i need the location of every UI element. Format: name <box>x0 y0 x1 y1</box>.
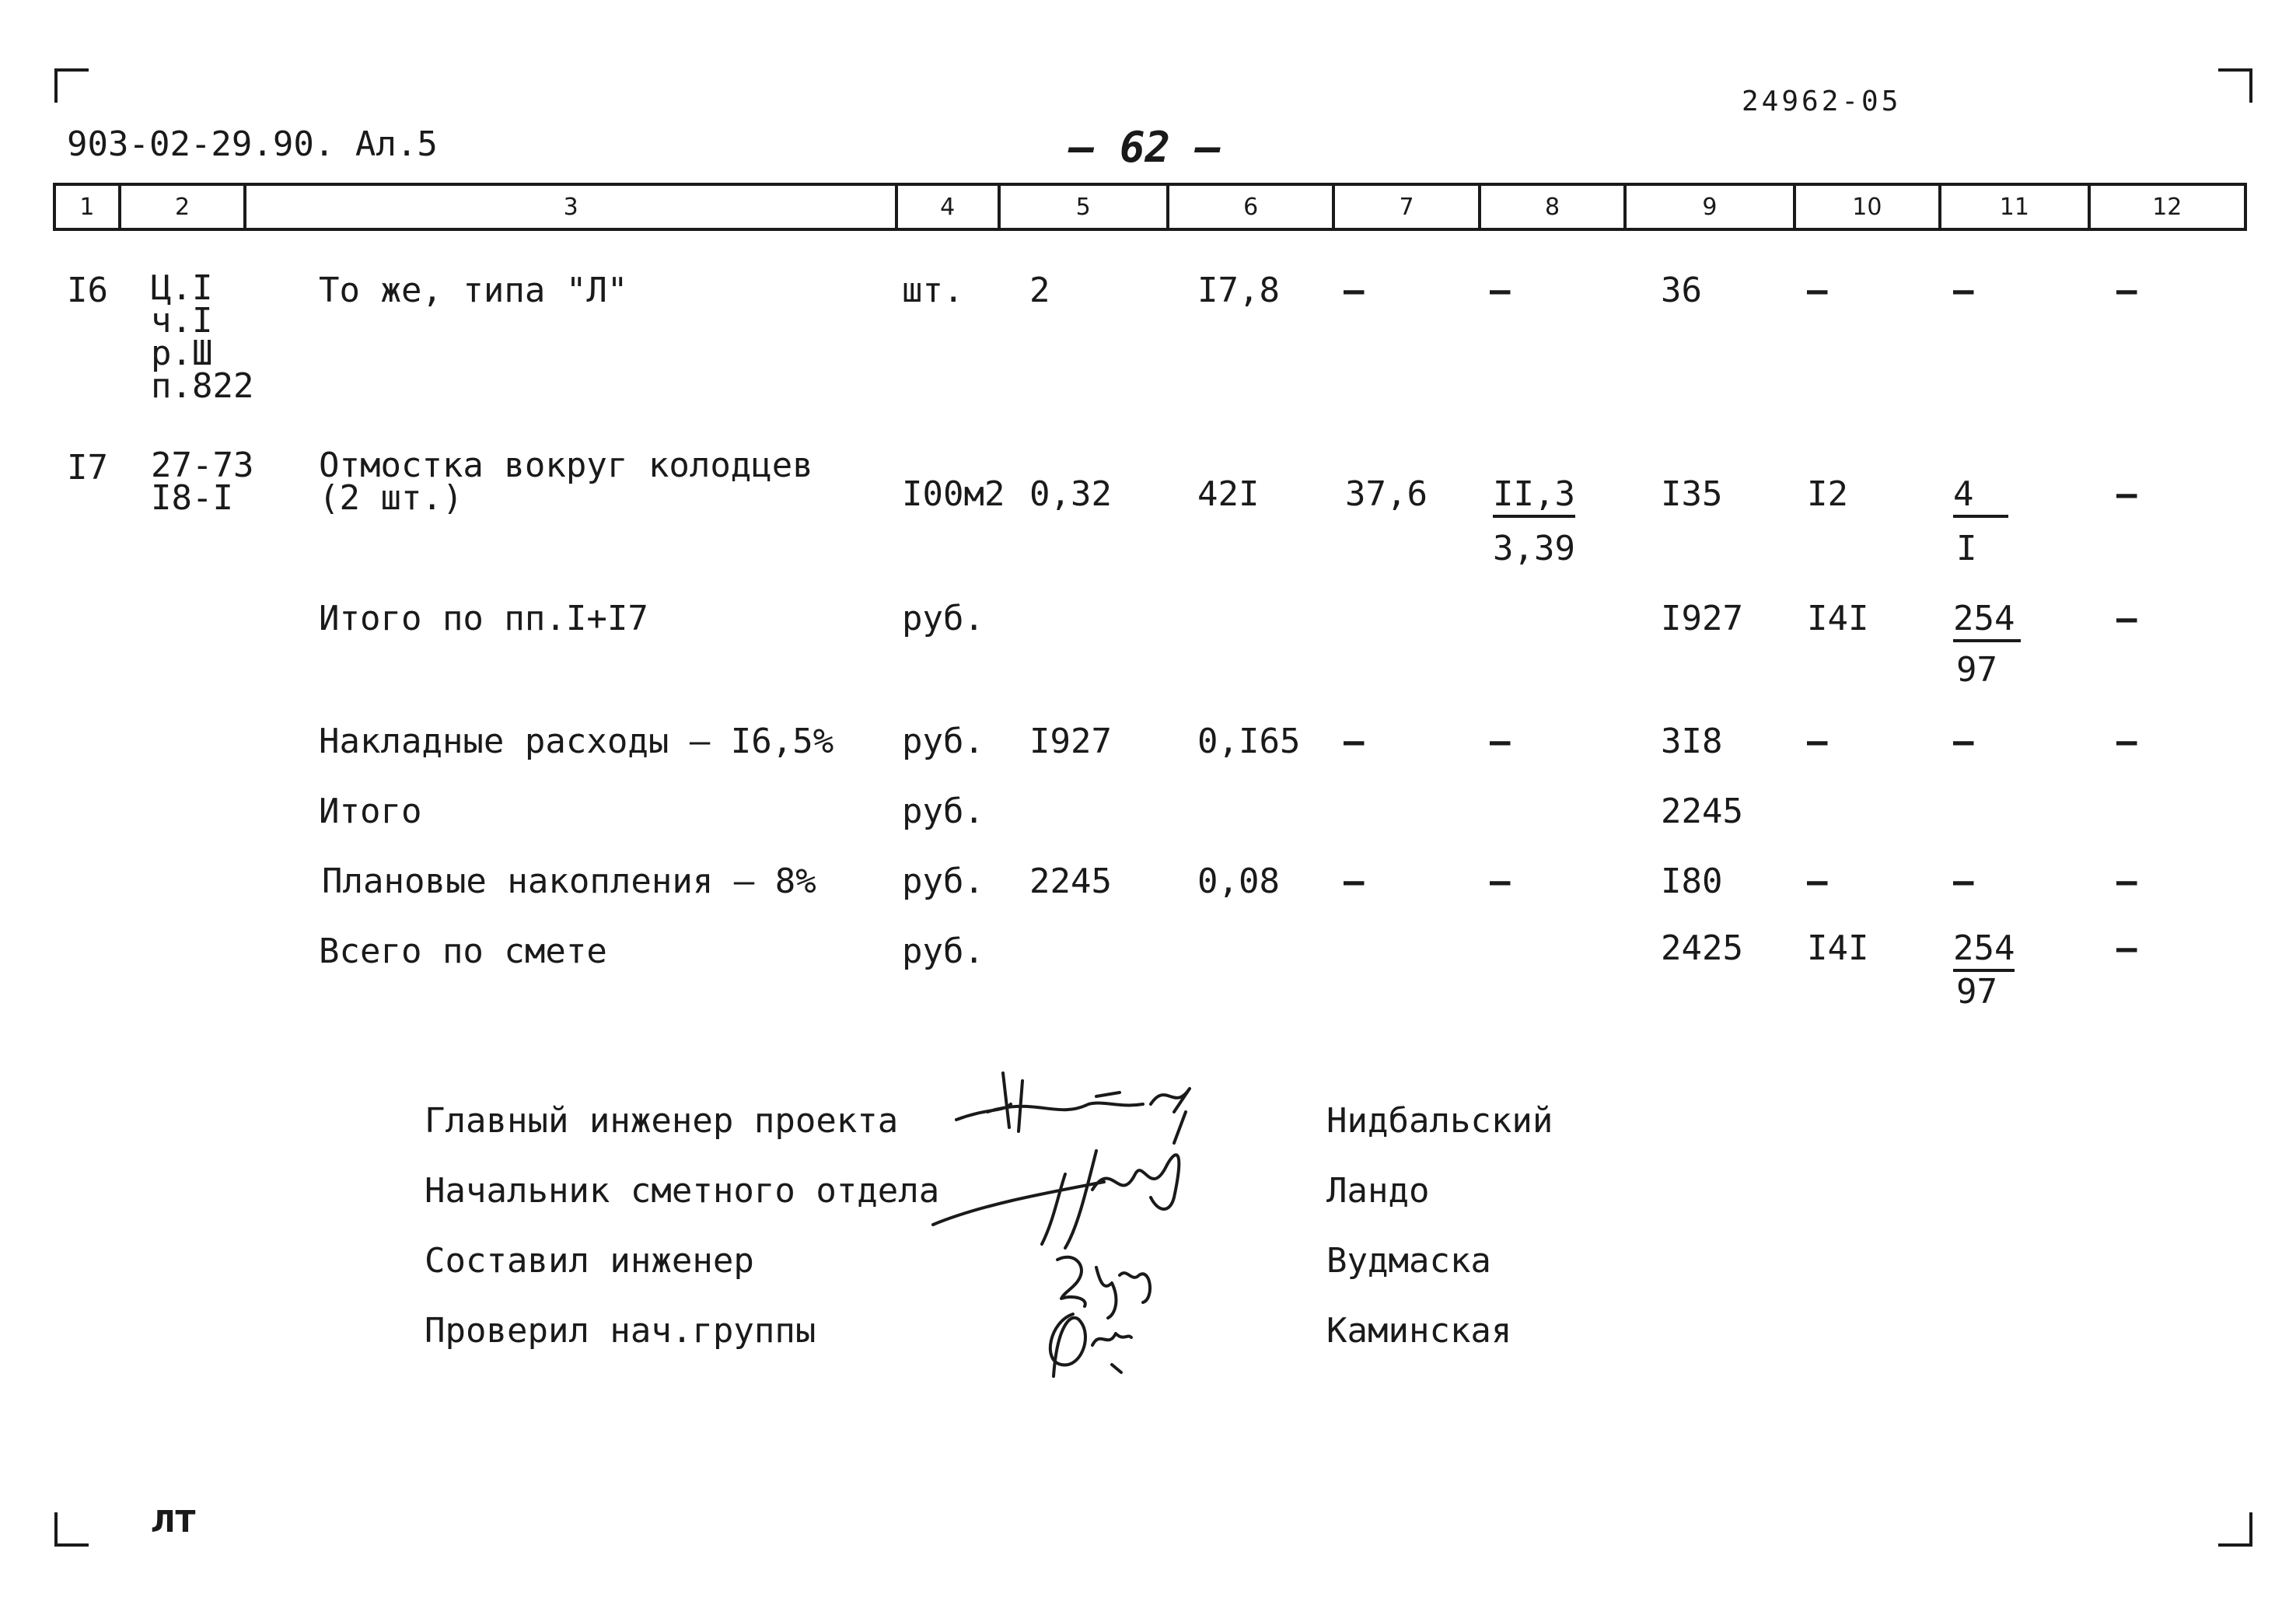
cell-col12: – <box>2116 474 2137 514</box>
cell-unit: руб. <box>902 722 984 761</box>
cell-col10: – <box>1807 271 1828 310</box>
cell-description: Плановые накопления – 8% <box>322 862 816 901</box>
cell-quantity: 2245 <box>1029 862 1112 901</box>
cell-col7: – <box>1344 722 1365 761</box>
cell-description: Всего по смете <box>319 932 607 971</box>
cell-col11: 254 <box>1953 930 2015 972</box>
cell-col11-sub: I <box>1956 529 1977 568</box>
cell-col12: – <box>2116 862 2137 901</box>
cell-col10: I4I <box>1807 599 1869 638</box>
cell-col7: – <box>1344 271 1365 310</box>
column-header: 5 <box>1001 186 1169 228</box>
cell-description: То же, типа "Л" <box>319 271 628 310</box>
cell-total: 2245 <box>1661 792 1743 831</box>
page-number: — 62 – <box>1069 123 1221 172</box>
signature-name: Нидбальский <box>1326 1101 1553 1141</box>
cell-col12: – <box>2116 722 2137 761</box>
cell-unit-price: 0,08 <box>1197 862 1280 901</box>
cell-total: I927 <box>1661 599 1743 638</box>
cell-col11: – <box>1953 722 1974 761</box>
cell-col8-sub: 3,39 <box>1493 529 1575 568</box>
signature-role: Проверил нач.группы <box>425 1311 816 1351</box>
cell-col8: – <box>1490 271 1511 310</box>
cell-total: 2425 <box>1661 928 1743 968</box>
cell-col7: 37,6 <box>1345 474 1428 514</box>
cell-description: Итого по пп.I+I7 <box>319 599 648 638</box>
column-header: 6 <box>1169 186 1335 228</box>
cell-col8: – <box>1490 862 1511 901</box>
signature-role: Начальник сметного отдела <box>425 1171 940 1211</box>
column-header: 11 <box>1941 186 2090 228</box>
column-header: 10 <box>1796 186 1941 228</box>
cell-total: I80 <box>1661 862 1723 901</box>
column-header-row <box>53 183 2247 231</box>
cell-total: 3I8 <box>1661 722 1723 761</box>
signature-name: Вудмаска <box>1326 1241 1491 1281</box>
column-header: 8 <box>1481 186 1627 228</box>
corner-mark-bottom-left <box>54 1512 89 1547</box>
cell-total: 36 <box>1661 271 1702 310</box>
column-header: 7 <box>1335 186 1480 228</box>
cell-col10: I2 <box>1807 474 1848 514</box>
document-code: 903-02-29.90. Ал.5 <box>67 124 438 164</box>
cell-col8: – <box>1490 722 1511 761</box>
cell-unit: шт. <box>902 271 964 310</box>
cell-unit: руб. <box>902 862 984 901</box>
cell-col10: – <box>1807 722 1828 761</box>
cell-reference: Ц.I ч.I р.Ш п.822 <box>151 268 254 406</box>
footer-mark: ЛТ <box>151 1505 196 1539</box>
cell-col8: II,3 <box>1493 476 1575 518</box>
cell-unit: руб. <box>902 932 984 971</box>
column-header: 1 <box>56 186 121 228</box>
cell-col10: I4I <box>1807 928 1869 968</box>
cell-col12: – <box>2116 599 2137 638</box>
cell-number: I6 <box>67 271 108 310</box>
cell-col11: – <box>1953 862 1974 901</box>
cell-description: Итого <box>319 792 422 831</box>
cell-unit: руб. <box>902 792 984 831</box>
corner-mark-top-right <box>2218 68 2252 103</box>
cell-col10: – <box>1807 862 1828 901</box>
cell-reference: 27-73 I8-I <box>151 446 254 518</box>
signature-name: Каминская <box>1326 1311 1512 1351</box>
cell-total: I35 <box>1661 474 1723 514</box>
corner-mark-bottom-right <box>2218 1512 2252 1547</box>
cell-unit-price: I7,8 <box>1197 271 1280 310</box>
signature-name: Ландо <box>1326 1171 1430 1211</box>
cell-col11: 4 <box>1953 476 2008 518</box>
cell-col7: – <box>1344 862 1365 901</box>
cell-col11: 254 <box>1953 600 2021 642</box>
cell-unit: I00м2 <box>902 474 1005 514</box>
corner-mark-top-left <box>54 68 89 103</box>
cell-quantity: 2 <box>1029 271 1050 310</box>
cell-description: Накладные расходы – I6,5% <box>319 722 834 761</box>
signature-role: Главный инженер проекта <box>425 1101 899 1141</box>
cell-col11-sub: 97 <box>1956 972 1997 1012</box>
cell-unit-price: 0,I65 <box>1197 722 1301 761</box>
cell-col11-sub: 97 <box>1956 650 1997 690</box>
cell-unit-price: 42I <box>1197 474 1260 514</box>
cell-quantity: I927 <box>1029 722 1112 761</box>
cell-number: I7 <box>67 448 108 488</box>
column-header: 3 <box>246 186 898 228</box>
cell-col11: – <box>1953 271 1974 310</box>
inventory-number: 24962-05 <box>1742 86 1902 117</box>
column-header: 9 <box>1627 186 1795 228</box>
cell-quantity: 0,32 <box>1029 474 1112 514</box>
cell-col12: – <box>2116 271 2137 310</box>
cell-unit: руб. <box>902 599 984 638</box>
handwritten-signatures <box>917 1065 1306 1384</box>
cell-description: Отмостка вокруг колодцев (2 шт.) <box>319 446 813 518</box>
column-header: 4 <box>898 186 1001 228</box>
column-header: 12 <box>2152 193 2182 221</box>
cell-col12: – <box>2116 928 2137 968</box>
column-header: 2 <box>121 186 247 228</box>
signature-role: Составил инженер <box>425 1241 754 1281</box>
